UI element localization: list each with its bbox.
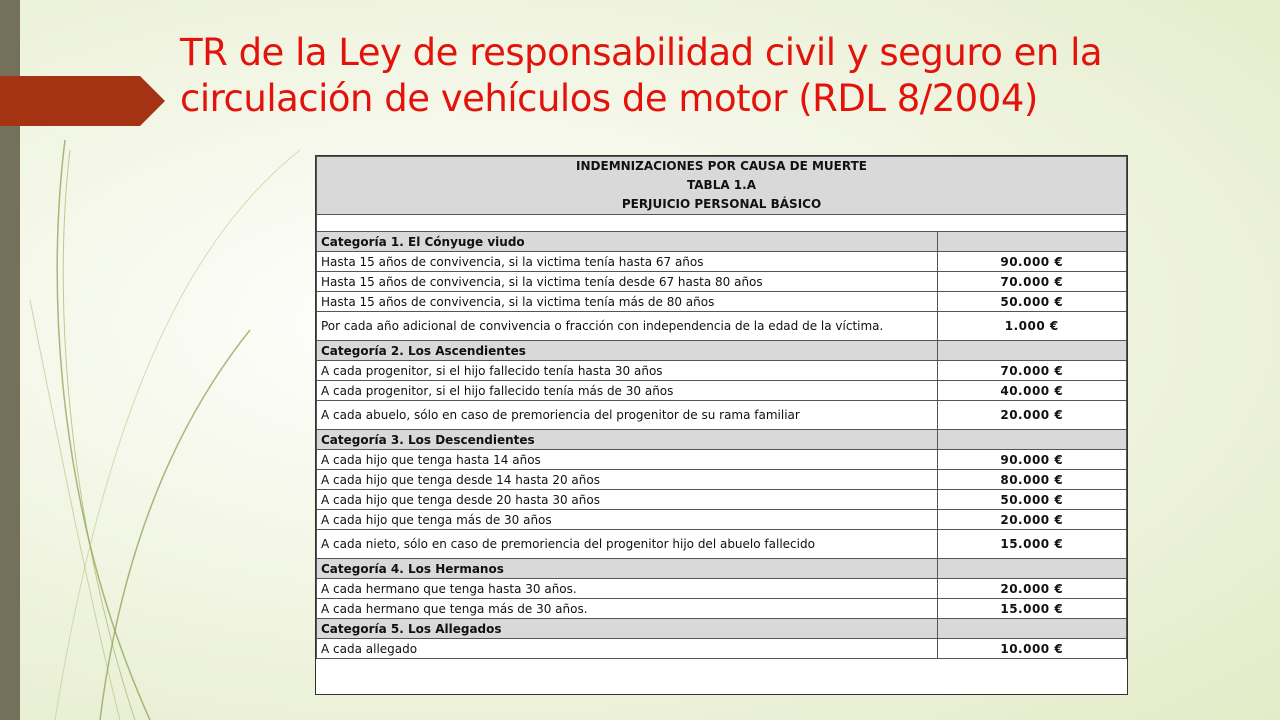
row-amount: 20.000 € [937,510,1126,530]
row-amount [937,232,1126,252]
category-row [317,559,1127,579]
category-row [317,430,1127,450]
category-row [317,619,1127,639]
table-row [317,510,1127,530]
table-header [317,157,1127,215]
row-amount: 20.000 € [937,401,1126,430]
row-label: A cada nieto, sólo en caso de premoriencia del progenitor hijo del abuelo fallecido [317,530,938,559]
row-amount: 80.000 € [937,470,1126,490]
row-label: A cada hijo que tenga más de 30 años [317,510,938,530]
row-label: A cada hijo que tenga hasta 14 años [317,450,938,470]
row-amount: 70.000 € [937,361,1126,381]
table-spacer-row [317,215,1127,232]
table-row [317,579,1127,599]
row-label: Hasta 15 años de convivencia, si la victima tenía más de 80 años [317,292,938,312]
row-amount: 1.000 € [937,312,1126,341]
row-amount: 50.000 € [937,292,1126,312]
table-body [317,232,1127,659]
row-amount: 70.000 € [937,272,1126,292]
row-amount [937,619,1126,639]
row-label: Por cada año adicional de convivencia o fracción con independencia de la edad de la víctima. [317,312,938,341]
category-row [317,232,1127,252]
row-amount: 40.000 € [937,381,1126,401]
row-label: Hasta 15 años de convivencia, si la victima tenía desde 67 hasta 80 años [317,272,938,292]
row-amount: 20.000 € [937,579,1126,599]
table-header-line: PERJUICIO PERSONAL BÁSICO [621,197,822,211]
table-row [317,401,1127,430]
row-amount: 10.000 € [937,639,1126,659]
row-amount: 50.000 € [937,490,1126,510]
category-row [317,341,1127,361]
table-row [317,381,1127,401]
table-row [317,312,1127,341]
row-label: Categoría 3. Los Descendientes [317,430,938,450]
table-row [317,292,1127,312]
row-amount: 15.000 € [937,530,1126,559]
table-row [317,361,1127,381]
row-label: Hasta 15 años de convivencia, si la victima tenía hasta 67 años [317,252,938,272]
row-amount [937,430,1126,450]
table-row [317,639,1127,659]
row-label: Categoría 5. Los Allegados [317,619,938,639]
table-row [317,272,1127,292]
row-label: A cada progenitor, si el hijo fallecido tenía más de 30 años [317,381,938,401]
table-row [317,530,1127,559]
row-amount: 90.000 € [937,450,1126,470]
row-label: A cada abuelo, sólo en caso de premoriencia del progenitor de su rama familiar [317,401,938,430]
row-amount [937,559,1126,579]
row-label: Categoría 1. El Cónyuge viudo [317,232,938,252]
table-row [317,450,1127,470]
compensation-table [315,155,1128,695]
row-label: A cada progenitor, si el hijo fallecido tenía hasta 30 años [317,361,938,381]
row-label: A cada hermano que tenga hasta 30 años. [317,579,938,599]
row-label: A cada allegado [317,639,938,659]
table-row [317,490,1127,510]
table-row [317,470,1127,490]
title-arrow-icon [0,76,165,126]
table-row [317,252,1127,272]
row-label: Categoría 2. Los Ascendientes [317,341,938,361]
row-label: Categoría 4. Los Hermanos [317,559,938,579]
row-label: A cada hermano que tenga más de 30 años. [317,599,938,619]
row-amount [937,341,1126,361]
table-header-line: INDEMNIZACIONES POR CAUSA DE MUERTE [576,159,867,173]
row-amount: 15.000 € [937,599,1126,619]
row-label: A cada hijo que tenga desde 14 hasta 20 años [317,470,938,490]
row-label: A cada hijo que tenga desde 20 hasta 30 años [317,490,938,510]
table-row [317,599,1127,619]
slide-title: TR de la Ley de responsabilidad civil y seguro en la circulación de vehículos de motor (RDL 8/2004) [180,31,1103,120]
row-amount: 90.000 € [937,252,1126,272]
table-header-line: TABLA 1.A [687,178,756,192]
